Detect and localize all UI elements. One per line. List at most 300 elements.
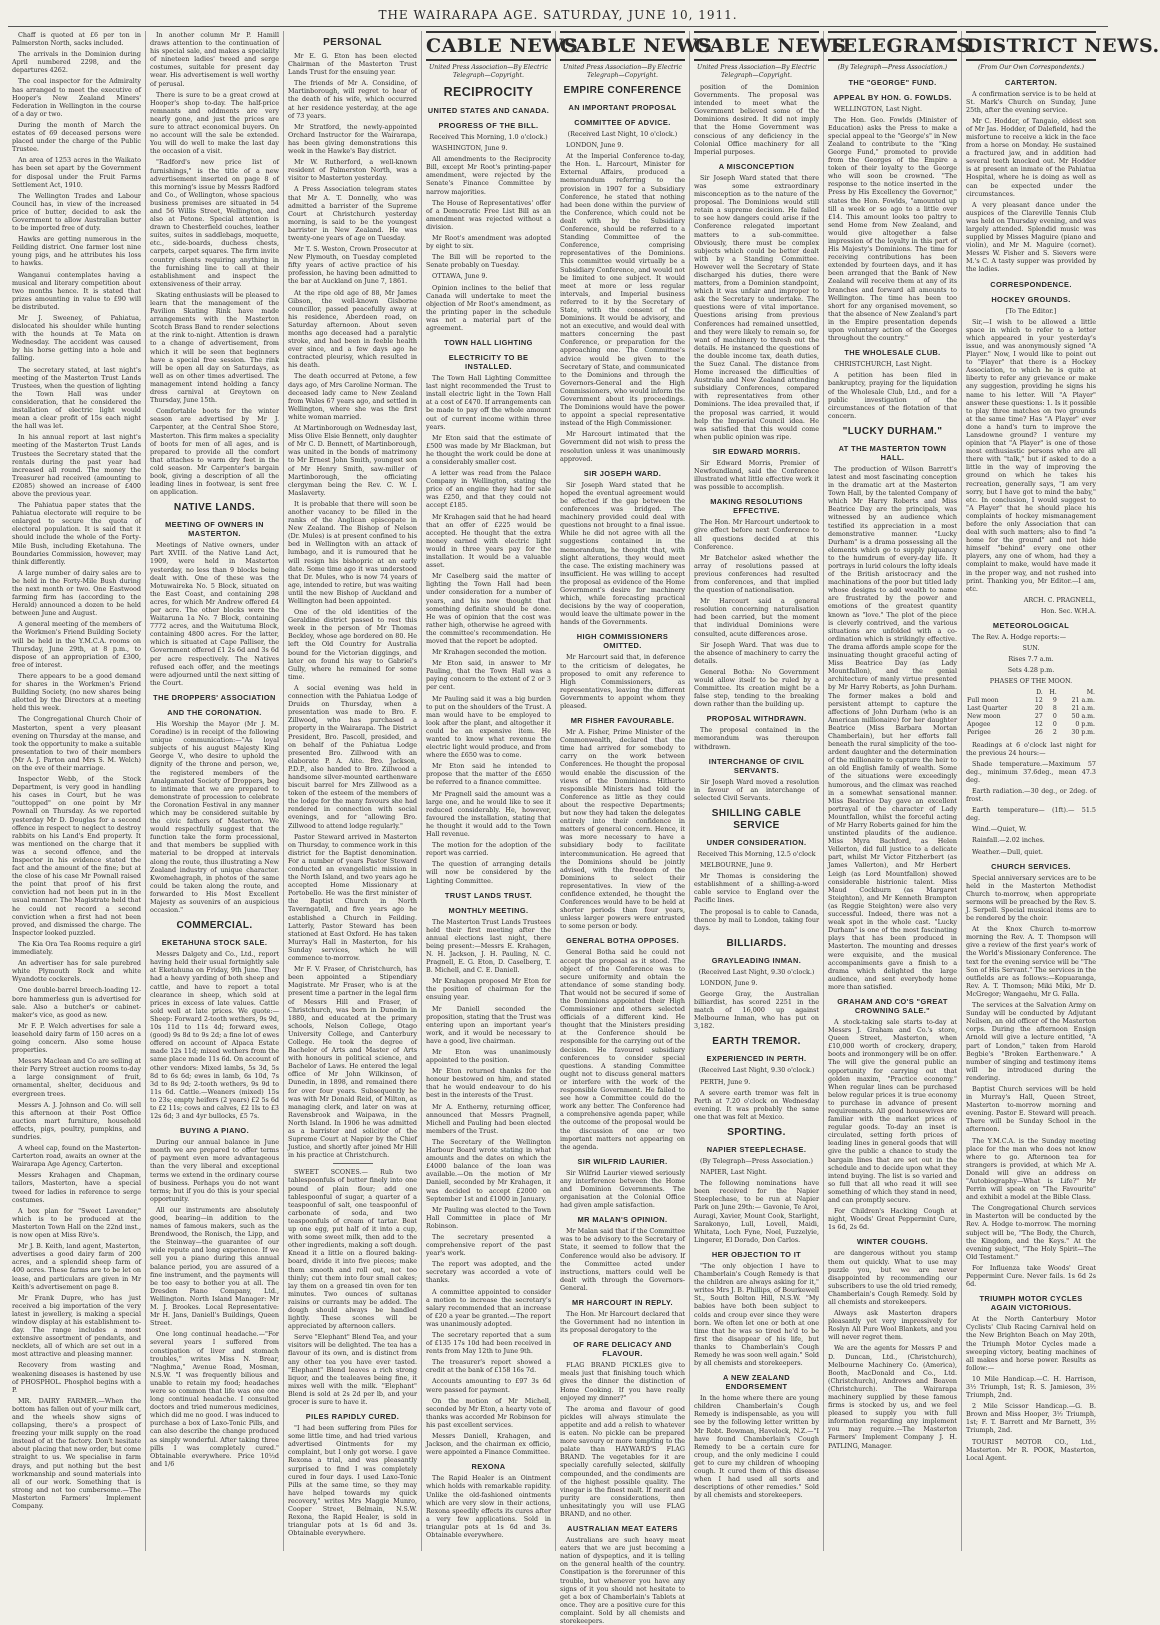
paras bbox=[150, 31, 279, 496]
paragraph: There appears to be a good demand for shares in the Workmen's Friend Building Society, (no new shares being allotted by the Directors at a meeting held this week. bbox=[12, 671, 141, 713]
paragraph: Sir,—I wish to be allowed a little space in which to refer to a letter which appeared in your yesterday's issue, and was anonymously signed "A Player." Now, I would like to point out to "Player" that there is a Hockey Association, to which he is quite at liberty to refer any grievance or make any suggestion, providing he signs his name to his letter. Will "A Player" answer these questions: 1. Is it possible to play three matches on two grounds at the same time? Has "A Player" ever done a hand's turn to improve the Lansdowne ground? I venture my opinion that "A Player" is one of those most enthusiastic persons who are all there with "talk," but if asked to do a little in the way of improving the ground on which he takes his recreation, generally says, "I am very sorry, but I have got to mind the baby," etc. In conclusion, I would suggest to "A Player" that he should place his complaints of hockey mismanagement before the only Association that can deal with such matters; also to find "a home for the ground" and not hide himself "behind" every one other players, any one of whom, had they a complaint to make, would have made it in the proper way, and not rushed into print. Thanking you, Mr Editor.—I am, etc. bbox=[966, 317, 1096, 593]
paragraph: Messrs Krahagen and Chapman, tailors, Masterton, have a special tweed for ladies in reference to serge costumes. bbox=[12, 1171, 141, 1204]
paragraph: The Hon. Mr Harcourt declared that the Government had no intention in its proposal derogatory to the bbox=[560, 1310, 685, 1335]
heading-reciprocity: RECIPROCITY bbox=[443, 85, 534, 99]
column-cable-news-1 bbox=[422, 31, 579, 1551]
heading-george-fund: THE "GEORGE" FUND. bbox=[848, 77, 937, 87]
paragraph: The treasurer's report showed a credit at the bank of £158 16s 7d. bbox=[426, 1358, 551, 1375]
heading-piano: BUYING A PIANO. bbox=[179, 1126, 250, 1136]
table-cell: 9 bbox=[1052, 696, 1057, 704]
heading-objection: HER OBJECTION TO IT bbox=[711, 1249, 802, 1259]
section-credit: United Press Association—By Electric Telegraph—Copyright. bbox=[429, 64, 548, 79]
paragraph: Messrs Daniell, Krahagen, and Jackson, and the chairman ex officio, were appointed a Finance Committee. bbox=[426, 1432, 551, 1457]
table-header-cell: M. bbox=[1086, 688, 1095, 696]
heading-fisher: MR FISHER FAVOURABLE. bbox=[570, 716, 675, 726]
table-cell: 8 bbox=[1052, 704, 1057, 712]
paragraph: Readings at 6 o'clock last night for the previous 24 hours:— bbox=[966, 740, 1096, 757]
heading-empire-conference: EMPIRE CONFERENCE bbox=[563, 85, 682, 96]
paragraph: We are the agents for Messrs P and D. Duncan, Ltd., (Christchurch), Melbourne Machinery Co. (America), Booth, MacDonald and Co., Ltd. (Christchurch), Andrews and Beaven (Christchurch). The Wairarapa machinery supplied by these famous firms is stocked by us, and we feel pleased to supply you with full information regarding any implement you may require.—The Masterton Farmers' Implement Company J. H. PATLING, Manager. bbox=[828, 1344, 957, 1450]
paragraph: Mr Harcourt said that, in deference to the criticism of delegates, he proposed to omit any reference to High Commissioners, as representatives, leaving the different Governments to appoint whom they pleased. bbox=[560, 653, 685, 710]
masthead bbox=[8, 4, 1108, 27]
paragraph: Mr A. Fisher, Prime Minister of the Commonwealth, declared that the time had arrived for somebody to carry on the work between Conferences. He thought the proposal would enable the discussion of the views of the Dominions. Hitherto responsible Ministers had told the Conference as little as they could about the respective Departments; but now they had taken the delegates entirely into their confidence in matters of general concern. Hence, it was more necessary to have a subsidiary body to facilitate intercommunication. He agreed that the Dominions should be jointly advised, with the freedom of the Dominions to select their representatives. In view of the confidence extended, he thought the Conferences would have to be held at shorter periods than four years, unless larger powers were entrusted to some person or body. bbox=[560, 728, 685, 931]
paragraph: Mr Eton returned thanks for the honour bestowed on him, and stated that he would endeavour to do his best in the interests of the Trust. bbox=[426, 1067, 551, 1100]
paragraph: The Town Hall Lighting Committee last night recommended the Trust to install electric light in the Town Hall at a cost of £470. If arrangements can be made to pay off the whole amount out of current income within three years. bbox=[426, 374, 551, 431]
section-title: CABLE NEWS bbox=[560, 31, 685, 61]
paragraph: The Masterton Trust Lands Trustees held their first meeting after the annual elections last night, there being present:—Messrs E. Krahagen, N. H. Jackson, J. H. Pauling, N. C. Pragnell, E. G. Eton, D. Caselberg, T. B. Michell, and C. E. Daniell. bbox=[426, 917, 551, 975]
section-credit: (From Our Own Correspondents.) bbox=[977, 64, 1085, 71]
received-line: (Received Last Night, 10 o'clock.) bbox=[567, 130, 678, 138]
subheading: AN IMPORTANT PROPOSAL bbox=[568, 103, 677, 112]
paragraph: Mr Malan said that if the Committee was to be advisory to the Secretary of State, it seemed to follow that the Conference would also be advisory. If the Committee acted under instructions, matters could well be dealt with through the Governors-General. bbox=[560, 1227, 685, 1292]
table-cell: 21 a.m. bbox=[1071, 704, 1095, 712]
table-cell: 2 bbox=[1052, 728, 1057, 736]
paras bbox=[560, 948, 685, 1150]
paragraph: Sir Joseph Ward stated that he hoped the eventual agreement would be effected if the gap between the conferences was bridged. The machinery provided could deal with questions not brought to a final issue. While he did not agree with all the suggestions contained in the memorandum, he thought that, with slight alterations, they would meet the case. The existing machinery was insufficient. He was willing to accept the proposal as evidence of the Home Government's desire for machinery which, while forecasting practical decisions by the way of cooperation, would leave the ultimate power in the hands of the Governments. bbox=[560, 480, 685, 627]
paragraph: are dangerous without you stamp them out quickly. What to use may puzzle you, but we are never disappointed by recommending our subscribers to use the old tried remedy, Chamberlain's Cough Remedy. Sold by all chemists and storekeepers. bbox=[828, 1249, 957, 1306]
column-cable-news-3 bbox=[690, 31, 847, 1551]
paras bbox=[966, 90, 1096, 274]
table-row bbox=[966, 713, 1096, 721]
heading-commercial: COMMERCIAL. bbox=[176, 920, 253, 932]
paragraph: Mr Eton said, in answer to Mr Pauling, that the Town Hall was a paying concern to the extent of 2 or 3 per cent. bbox=[426, 659, 551, 692]
paragraph: At the Imperial Conference to-day, the Hon. L. Harcourt, Minister for External Affairs, produced a memorandum referring to the provision in 1907 for a Subsidiary Conference, he stated that nothing had been done within the purview of the Conference, which could not be dealt with by the Subsidiary Conference, should be referred to a Standing Committee of the Conference, comprising representatives of the Dominions. This committee would virtually be a Subsidiary Conference, and would not be limited to one subject. It would meet at more or less regular intervals, and Imperial business referred to it by the Secretary of State, with the consent of the Dominions. It would be advisory, and not an executive, and would deal with matters concerning the past Conference, or preparation for the approaching one. The Committee's advice would be given to the Secretary of State, and communicated to the Dominions and through the Governors-General and the High Commissioners, who would inform the Government about its proceedings. The Dominions would have the power to appoint a special representative instead of the High Commissioner. bbox=[560, 152, 685, 428]
table-cell: Perigee bbox=[967, 728, 991, 736]
paragraph: A large number of dairy sales are to be held in the Forty-Mile Bush during the next month or two. One Eastwood farming firm has (according to the Herald) announced a dozen to be held between June and August. bbox=[12, 568, 141, 618]
paragraph: Mr Pragnell said the amount was a large one, and he would like to see it reduced considerably. He, however, favoured the installation, stating that he thought it would add to the Town Hall revenue. bbox=[426, 789, 551, 839]
paragraph: Hawks are getting numerous in the Feilding district. One farmer lost nine young pigs, and he attributes his loss to hawks. bbox=[12, 235, 141, 268]
paragraph: Earth temperature— (1ft).— 51.5 deg. bbox=[966, 806, 1096, 823]
paras bbox=[694, 778, 819, 802]
heading-delicacy: OF RARE DELICACY AND FLAVOUR. bbox=[573, 1340, 672, 1359]
heading-withdrawn: PROPOSAL WITHDRAWN. bbox=[706, 714, 807, 724]
paragraph: CHRISTCHURCH, Last Night. bbox=[834, 360, 933, 369]
paragraph: Opinion inclines to the belief that Canada will undertake to meet the objection of Mr Root's amendment, as the printing paper in the schedule was not a material part of the agreement. bbox=[426, 283, 551, 332]
paragraph: Mr T. S. Weston, Crown Prosecutor at New Plymouth, on Tuesday completed fifty years of active practice of his profession, he having been admitted to the bar at Auckland on June 7, 1861. bbox=[288, 245, 417, 286]
paras bbox=[694, 174, 819, 441]
paragraph: In his annual report at last night's meeting of the Masterton Trust Lands Trustees the Secretary stated that the rentals during the past year had increased all round. The money the Treasurer had received (amounting to £2085) showed an increase of £400 above the previous year. bbox=[12, 433, 141, 498]
paragraph: Mr Eton was unanimously appointed to the position. bbox=[426, 1048, 551, 1065]
paragraph: Mr Stratford, the newly-appointed Orchard Instructor for the Wairarapa, has been giving demonstrations this week in the Hawke's Bay district. bbox=[288, 122, 417, 156]
column-local-news bbox=[8, 31, 146, 1551]
divider bbox=[333, 1163, 373, 1164]
heading-trust-lands: TRUST LANDS TRUST. bbox=[444, 890, 533, 900]
paras bbox=[694, 518, 819, 708]
subheading: APPEAL BY HON. G. FOWLDS. bbox=[833, 92, 952, 102]
heading-hockey: HOCKEY GROUNDS. bbox=[991, 294, 1071, 304]
paragraph: The Pahiatua paper states that the Pahiatua electorate will require to be enlarged to secure the quota of electoral population. It is said that it should include the whole of the Forty-Mile Bush, including Eketahuna. The Boundaries Commission, however, may think differently. bbox=[12, 501, 141, 566]
paras bbox=[694, 1168, 819, 1244]
heading-winter-coughs: WINTER COUGHS. bbox=[856, 1237, 929, 1247]
signature-name: ARCH. C. PRAGNELL, bbox=[1023, 595, 1096, 604]
paragraph: One of the old identities of the Geraldine district passed to rest this week in the person of Mr Thomas Beckley, whose age bordered on 80. He left the Old Country for Australia bound for the Victorian diggings, and later on found his way to Gabriel's Gully, where he remained for some time. bbox=[288, 608, 417, 681]
paragraph: Mr F. V. Fraser, of Christchurch, has been appointed a Stipendiary Magistrate. Mr Fraser, who is at the present time a partner in the legal firm of Messrs Hill and Fraser, of Christchurch, was born in Dunedin in 1880, and educated at the primary schools, Nelson College, Otago University College, and Canterbury College. He took the degree of Bachelor of Arts and Master of Arts with honours in political science, and Bachelor of Laws. He entered the legal office of Mr John Wilkinson, of Dunedin, in 1898, and remained there for over four years. Subsequently he was with Mr Donald Reid, of Milton, as managing clerk, and later on was at Ravensbrook and Waipawa, in the North Island. In 1906 he was admitted as a barrister and solicitor of the Supreme Court at Napier by the Chief Justice, and shortly after joined Mr Hill in his practice at Christchurch. bbox=[288, 965, 417, 1160]
paras bbox=[150, 1138, 279, 1468]
paragraph: LONDON, June 9. bbox=[566, 141, 624, 150]
paragraph: Special anniversary services are to be held in the Masterton Methodist Church to-morrow, when appropriate sermons will be preached by the Rev. S. J. Serpell. Special musical items are to be rendered by the choir. bbox=[966, 873, 1096, 923]
paragraph: Sir Joseph Ward. That was due to the absence of machinery to carry the details. bbox=[694, 640, 819, 665]
subheading: AT THE MASTERTON TOWN HALL. bbox=[838, 443, 947, 462]
paragraph: On the motion of Mr Michell, seconded by Mr Eton, a hearty vote of thanks was accorded Mr Robinson for his past excellent services. bbox=[426, 1396, 551, 1429]
paragraph: Sir Joseph Ward moved a resolution in favour of an interchange of selected Civil Servants. bbox=[694, 777, 819, 802]
subheading: COMMITTEE OF ADVICE. bbox=[574, 118, 671, 127]
section-title: CABLE NEWS bbox=[426, 31, 551, 61]
paragraph: Messrs Maclean and Co are selling at their Perry Street auction rooms to-day a large consignment of fruit, ornamental, shelter, deciduous and evergreen trees. bbox=[12, 1057, 141, 1098]
paragraph: Mr A. Entherny, returning officer, announced that Messrs Pragnell, Michell and Pauling had been elected members of the Trust. bbox=[426, 1102, 551, 1135]
paras bbox=[426, 374, 551, 885]
paragraph: Mr Krahagen seconded the motion. bbox=[432, 648, 547, 657]
table-row bbox=[966, 729, 1096, 737]
heading-sporting: SPORTING. bbox=[727, 1127, 786, 1138]
paragraph: Mr Caselberg said the matter of lighting the Town Hall had been under consideration for a number of years, and his now thought that something definite should be done. He was of opinion that the cost was rather high, otherwise he agreed with the committee's recommendation. He moved that the report be adopted. bbox=[426, 572, 551, 645]
paragraph: A confirmation service is to be held at St. Mark's Church on Sunday, June 25th, after the evening service. bbox=[966, 89, 1096, 114]
paragraph: Mr Pauling was elected to the Town Hall Committee in place of Mr Robinson. bbox=[426, 1205, 551, 1230]
paragraph: The Rev. A. Hodge reports:— bbox=[972, 633, 1067, 642]
paras bbox=[560, 1227, 685, 1292]
paragraph: "The only objection I have to Chamberlain's Cough Remedy is that the children are always asking for it," writes Mrs J. B. Phillips, of Bourkewell St., South Bolton Hill, N.S.W. "My babies have both been subject to colds and croup ever since they were born. We often let one or both at one time that he was so tired he'd to be first the disappear of his life, but thanks to Chamberlain's Cough Remedy he was soon well again." Sold by all chemists and storekeepers. bbox=[694, 1261, 820, 1368]
heading-correspondence: CORRESPONDENCE. bbox=[990, 279, 1072, 289]
paragraph: The Rapid Healer is an Ointment which holds with remarkable rapidity. Unlike the old-fashioned ointments which are very slow in their actions, Rexona speedily effects its cures after a very few applications. Sold in triangular pots at 1s 6d and 3s. Obtainable everywhere. bbox=[426, 1474, 551, 1539]
paras bbox=[966, 633, 1096, 641]
paragraph: There is sure to be a great crowd at Hooper's shop to-day. The half-price remnants and oddments are very nearly gone, and just the prices are sure to attract economical buyers. On no account will the sale be extended. You will do well to make the last day the occasion of a visit. bbox=[150, 90, 279, 156]
paragraph: Chaff is quoted at £6 per ton in Palmerston North, sacks included. bbox=[12, 31, 141, 48]
paragraph: A letter was read from the Palace Company in Wellington, stating the price of an engine they had for sale was £250, and that they could not accept £185. bbox=[426, 469, 551, 510]
paragraph: Mr C. Hodder, of Tangaio, eldest son of Mr Jas. Hodder, of Dalefield, had the misfortune to receive a kick in the face from a horse on Monday. He sustained a fractured jaw, and in addition had several teeth knocked out. Mr Hodder is at present an inmate of the Pahiatua Hospital, where he is doing as well as can be expected under the circumstances. bbox=[966, 116, 1096, 198]
paragraph: Mr Root's amendment was adopted by eight to six. bbox=[426, 234, 551, 251]
paragraph: 10 Mile Handicap.—C. H. Harrison, 3½ Triumph, 1st; R. S. Jamieson, 3½ Triumph, 2nd. bbox=[966, 1374, 1096, 1400]
heading-endorsement: A NEW ZEALAND ENDORSEMENT bbox=[723, 1373, 790, 1392]
paras bbox=[694, 1394, 819, 1499]
paragraph: Mr Krahagen proposed Mr Eton for the position of chairman for the ensuing year. bbox=[426, 977, 551, 1002]
paragraph: George Gray, the Australian billiardist, has scored 2251 in the match of 16,000 up against Melbourne Inman, who has put on 3,182. bbox=[694, 989, 819, 1031]
paragraph: A committee appointed to consider a motion to increase the secretary's salary recommended that an increase of £20 a year be granted.—The report was unanimously adopted. bbox=[426, 1287, 551, 1328]
paragraph: Weather.—Dull, quiet. bbox=[972, 847, 1043, 856]
paragraph: Mr Pauling said it was a big burden to put on the shoulders of the Trust. A man would have to be employed to look after the plant, and altogether it could be an expensive item. He wanted to know what revenue the electric light would produce, and from where the £650 was to come. bbox=[426, 694, 551, 760]
received-line: (Received Last Night, 9.30 o'clock.) bbox=[698, 1066, 815, 1075]
sun-label: SUN. bbox=[1022, 644, 1040, 653]
heading-malan: MR MALAN'S OPINION. bbox=[577, 1215, 668, 1225]
paragraph: WELLINGTON, Last Night. bbox=[834, 104, 923, 113]
heading-reply: MR HARCOURT IN REPLY. bbox=[572, 1298, 673, 1307]
paragraph: Rainfall.—2.02 inches. bbox=[972, 836, 1045, 845]
paragraph: Mr Harcourt intimated that the Government did not wish to press the resolution unless it was unanimously approved. bbox=[560, 430, 685, 463]
paragraph: PERTH, June 9. bbox=[700, 1077, 751, 1086]
paragraph: Mr J. B. Keith, land agent, Masterton, advertises a good dairy farm of 200 acres, and a splendid sheep farm of 400 acres. These farms are to be let on lease, and particulars are given in Mr Keith's advertisement on page 8. bbox=[12, 1242, 141, 1291]
paragraph: Mr Eton said that the estimate of £500 was made by Mr Blackman, but he thought the work could be done at a considerably smaller cost. bbox=[426, 433, 551, 466]
paragraph: The report was adopted, and the secretary was accorded a vote of thanks. bbox=[426, 1260, 551, 1285]
paragraph: During our annual balance in June month we are prepared to offer terms of payment even more advantageous than the very liberal and exceptional terms we extend in the ordinary course of business. Perhaps you do not want terms; but if you do this is your special opportunity. bbox=[150, 1138, 279, 1203]
paragraph: The services at the Salvation Army on Sunday will be conducted by Adjutant Neilsen, an old officer of the Masterton corps. During the afternoon Ensign Arnold will give a lecture entitled, "A part of London," taken from Harold Begbie's "Broken Earthenware." A number of singing and testimony items will be introduced during the rendering. bbox=[966, 1001, 1096, 1082]
paras bbox=[12, 31, 141, 1510]
paragraph: A social evening was held in connection with the Pahiatua Lodge of Druids on Thursday, when a presentation was made to Bro. F. Zillwood, who has purchased a property in the Wairarapa. The District President, Bro. Pascoll, presided, and on behalf of the Pahiatua Lodge presented Bro. Zillwood with an elaborate P. A. Aite. Bro. Jackson, P.D.P., also handed to Bro. Zillwood a handsome silver-mounted earthenware biscuit barrel for Mrs Zillwood as a token of the esteem of the members of the lodge for the many favours she had rendered in connection with social evenings, and for "allowing Bro. Zillwood to attend lodge regularly." bbox=[288, 683, 417, 830]
table-cell: 0 bbox=[1052, 720, 1057, 728]
subheading: EXPERIENCED IN PERTH. bbox=[706, 1054, 807, 1064]
paragraph: The Kia Ora Tea Rooms require a girl immediately. bbox=[12, 939, 141, 957]
paragraph: LONDON, June 9. bbox=[700, 978, 758, 987]
paragraph: The death occurred at Petone, a few days ago, of Mrs Caroline Norman. The deceased lady came to New Zealand from Wales 67 years ago, and settled in Wellington, where she was the first white woman married. bbox=[288, 372, 417, 421]
paragraph: Sir Edward Morris, Premier of Newfoundland, said the Conference illustrated what little effective work it was possible to accomplish. bbox=[694, 458, 819, 492]
column-district-news bbox=[962, 31, 1160, 1551]
paragraph: Mr Batchelor asked whether the array of resolutions passed at previous conferences had resulted from conferences, and that implied the question of nationalisation. bbox=[694, 553, 819, 595]
table-cell: 0 bbox=[1052, 712, 1057, 720]
to-editor: [To The Editor.] bbox=[1005, 306, 1057, 315]
paragraph: Messrs Dalgety and Co., Ltd., report having held their usual fortnightly sale at Eketahuna on Friday, 9th June. They had a heavy yarding of both sheep and cattle, and have to report a total clearance in sheep, which sold at prices in excess of late values. Cattle sold well at late prices. We quote:—Sheep: Forward 2-tooth wethers, 9s 9d, 10s 11d to 11s 4d; forward ewes, (good) 9s 8d to 9s 2d; a fine lot of ewes offered on account of Alpaca Estate made 12s 11d; mixed wethers from the same place made 11s 6d. On account of other vendors: Mixed lambs, 5s 3d, 5s 8d to 6s 6d; ewes in lamb, 6s 10d, 7s 3d to 8s 9d; 2-tooth wethers, 9s 9d to 11s 6d. Cattle.—Weaners (mixed) 15s to 23s; empty heifers (2 years) £2 5s 6d to £2 11s; cows and calves, £2 1ls to £3 12s 6d; 3 and 4yr bullocks, £5 7s. bbox=[150, 950, 279, 1121]
paras bbox=[288, 1168, 417, 1406]
paras bbox=[560, 1536, 685, 1625]
heading-carterton: CARTERTON. bbox=[1004, 77, 1058, 87]
paragraph: NAPIER, Last Night. bbox=[700, 1168, 767, 1177]
section-title: TELEGRAMS. bbox=[828, 31, 957, 61]
table-cell: 21 a.m. bbox=[1071, 696, 1095, 704]
heading-high-commissioners: HIGH COMMISSIONERS OMITTED. bbox=[576, 632, 669, 651]
section-credit: United Press Association—By Electric Telegraph—Copyright. bbox=[563, 64, 682, 79]
paragraph: A Press Association telegram states that Mr A. T. Donnelly, who was admitted a barrister of the Supreme Court at Christchurch yesterday morning, is said to be the youngest barrister in New Zealand. He was twenty-one years of age on Tuesday. bbox=[288, 185, 417, 242]
paragraph: It is probable that there will soon be another vacancy to be filled in the ranks of the Anglican episcopate in New Zealand. The Bishop of Nelson (Dr. Mules) is at present confined to his bed in Wellington with an attack of lumbago, and it is rumoured that he will resign his bishopric at an early date. Some time ago it was understood that Dr. Mules, who is now 74 years of age, intended to retire, but was waiting until the new Bishop of Auckland and Wellington had been appointed. bbox=[288, 499, 417, 605]
paras bbox=[560, 481, 685, 627]
paras bbox=[426, 1474, 551, 1539]
subheading: MEETING OF OWNERS IN MASTERTON. bbox=[165, 520, 264, 539]
paras bbox=[828, 105, 957, 343]
heading-earth-tremor: EARTH TREMOR. bbox=[712, 1036, 801, 1048]
paragraph: For Influenza take Woods' Great Peppermint Cure. Never fails. 1s 6d 2s 6d. bbox=[966, 1263, 1096, 1289]
paras bbox=[828, 465, 957, 991]
paragraph: Shade temperature.—Maximum 57 deg., minimum 37.6deg., mean 47.3 deg. bbox=[966, 759, 1096, 784]
paras bbox=[560, 728, 685, 930]
paragraph: The arrivals in the Dominion during April numbered 2298, and the departures 4262. bbox=[12, 50, 141, 75]
paras bbox=[288, 52, 417, 1159]
paragraph: Australians are such heavy meat eaters that we are just becoming a nation of dyspeptics, and it is telling on the general health of the country. Constipation is the forerunner of this trouble, but whenever you have any signs of it you should not hesitate to get a box of Chamberlain's Tablets at once. They are a positive cure for this complaint. Sold by all chemists and storekeepers. bbox=[560, 1536, 685, 1625]
heading-wholesale-club: THE WHOLESALE CLUB. bbox=[844, 348, 941, 358]
heading-church-services: CHURCH SERVICES. bbox=[991, 861, 1071, 871]
paras bbox=[150, 720, 279, 914]
column-telegrams bbox=[824, 31, 977, 1551]
paragraph: The proposal is to cable to Canada, thence by mail to London, taking four days. bbox=[694, 907, 819, 932]
heading-personal: PERSONAL bbox=[323, 37, 382, 48]
paras bbox=[560, 653, 685, 710]
heading-rexona: REXONA bbox=[471, 1462, 506, 1472]
paras bbox=[828, 1249, 957, 1449]
paras bbox=[828, 1018, 957, 1231]
paragraph: The friends of Mr A. Considine, of Martinborough, will regret to hear of the death of his wife, which occurred at her residence yesterday, at the age of 73 years. bbox=[288, 79, 417, 120]
paragraph: Wanganui contemplates having a musical and literary competition about two months hence. It is stated that prizes amounting in value to £90 will be distributed. bbox=[12, 270, 141, 311]
heading-misconception: A MISCONCEPTION bbox=[718, 161, 795, 171]
paras bbox=[694, 861, 819, 932]
table-cell: 26 bbox=[1034, 728, 1043, 736]
paragraph: At the Knox Church to-morrow morning the Rev. A. T. Thompson will give a review of the first year's work of the World's Missionary Conference. The text for the evening service will be "The Son of His Servant." The services in the outfields are as follows:—Kopuaranga, Rev. A. T. Thomson; Miki Miki, Mr D. McGregor; Wangaehu, Mr G. Falla. bbox=[966, 925, 1096, 998]
paragraph: Mr F. P. Welch advertises for sale a leasehold dairy farm of 150 acres on a going concern. Also some house properties. bbox=[12, 1021, 141, 1055]
paragraph: Mr Frank Dupre, who has just received a big importation of the very latest in jewellery, is making a special window display at his establishment to-day. The range includes a most extensive assortment of pendants, and necklets, all of which are set out in a most attractive and pleasing manner. bbox=[12, 1293, 141, 1359]
paras bbox=[828, 360, 957, 420]
paragraph: MR. DAIRY FARMER.—When the bottom has fallen out of your milk cart, and the wheels show signs of collapsing, there's a prospect of freezing your milk supply on the road instead of at the factory. Don't hesitate about placing that new order, but come straight to us. We specialise in farm drays, and put nothing but the best workmanship and sound materials into all of our work. Something that is strong and not too cumbersome.—The Masterton Farmers' Implement Company. bbox=[12, 1396, 141, 1511]
sun-rises: Rises 7.7 a.m. bbox=[1008, 655, 1054, 664]
column-personal bbox=[284, 31, 422, 1551]
paragraph: General Botha said he could not accept the proposal as it stood. The object of the Conference was to secure uniformity and obtain the attendance of some standing body. That would not be secured if some of the Dominions appointed their High Commissioner and others selected officials of a different kind. He thought that the Ministers presiding at the Conference should be responsible for the carrying out of the decision. He favoured subsidiary conferences to consider special questions. A standing Committee ought not to discuss general matters or interfere with the work of the responsible Government. He failed to see how a Committee could do the work any better. The Conference had a comprehensive agenda paper, while the outcome of the proposal would be the discussion of one or two important matters not appearing on the agenda. bbox=[560, 948, 685, 1151]
paragraph: The question of arranging details will now be considered by the Lighting Committee. bbox=[426, 860, 551, 885]
paras bbox=[426, 144, 551, 332]
heading-lucky-durham: "LUCKY DURHAM." bbox=[842, 425, 943, 437]
paras bbox=[694, 83, 819, 156]
subheading: UNITED STATES AND CANADA. bbox=[427, 106, 550, 115]
section-credit: United Press Association—By Electric Telegraph—Copyright. bbox=[697, 64, 816, 79]
paras bbox=[150, 541, 279, 687]
table-row bbox=[966, 697, 1096, 705]
heading-botha: GENERAL BOTHA OPPOSES. bbox=[565, 936, 680, 946]
table-cell: 12 bbox=[1034, 720, 1043, 728]
paragraph: Comfortable boots for the winter season are advertised by Mr J. Carpenter, at the Central Shoe Store, Masterton. This firm makes a speciality of boots for men of all ages, and is prepared to provide all the comfort that attaches to warm dry feet in the cold season. Mr Carpenter's bargain book, giving a description of all the leading lines in footwear, is sent free on application. bbox=[150, 407, 279, 497]
paras bbox=[288, 1424, 417, 1537]
received-line: (Received Last Night, 9.30 o'clock.) bbox=[698, 967, 815, 976]
paragraph: At Martinborough on Wednesday last, Miss Olive Elsie Bennett, only daughter of Mr C. D. Bennett, of Martinborough, was united in the bonds of matrimony to Mr Ernest John Smith, youngest son of Mr Henry Smith, saw-miller of Martinborough, the officiating clergyman being the Rev. C. W. I. Maslaverty. bbox=[288, 424, 417, 497]
paragraph: For Children's Hacking Cough at night, Woods' Great Peppermint Cure, 1s 6d, 2s 6d. bbox=[828, 1207, 957, 1232]
heading-piles: PILES RAPIDLY CURED. bbox=[305, 1412, 400, 1422]
heading-interchange: INTERCHANGE OF CIVIL SERVANTS. bbox=[708, 756, 805, 775]
paras bbox=[966, 318, 1096, 593]
paragraph: A very pleasant dance under the auspices of the Clareville Tennis Club was held on Thursday evening, and was largely attended. Splendid music was supplied by Misses Maguire (piano and violin), and Mr M. Maguire (cornet). Messrs W. Fisher and S. Sievers were M.'s C. A tasty supper was provided by the ladies. bbox=[966, 200, 1096, 274]
heading-town-hall: TOWN HALL LIGHTING bbox=[444, 338, 533, 348]
paragraph: Baptist Church services will be held in Murray's Hall, Queen Street, Masterton to-morrow morning and evening. Pastor E. Steward will preach. There will be Sunday School in the afternoon. bbox=[966, 1084, 1096, 1134]
paras bbox=[966, 1315, 1096, 1462]
subheading: GRAYLEADING INMAN. bbox=[711, 955, 802, 965]
paras bbox=[694, 459, 819, 491]
paragraph: Mr W. Rutherford, a well-known resident of Palmerston North, was a visitor to Masterton yesterday. bbox=[288, 158, 417, 183]
paragraph: The motion for the adoption of the report was carried. bbox=[426, 841, 551, 858]
paragraph: TOURIST MOTOR CO., Ltd., Masterton. Mr R. POOK, Masterton, Local Agent. bbox=[966, 1437, 1096, 1462]
sun-sets: Sets 4.28 p.m. bbox=[1007, 666, 1055, 675]
table-header-cell: D. bbox=[1036, 688, 1043, 696]
paragraph: WASHINGTON, June 9. bbox=[432, 144, 508, 153]
paragraph: A stock-taking sale starts to-day at Messrs J. Graham and Co.'s store, Queen Street, Masterton, when £10,000 worth of crockery, drapery, boots and ironmongery will be on offer. The will give the general public an opportunity for carrying out that golden maxim, "Practice economy." When regular lines can be purchased below regular prices it is true economy to purchase in advance of present requirements. All good housewives are familiar with the market prices of regular goods. To-day an inset is circulated, setting forth prices of leading lines in general goods that will give the public a chance to study the bargain lines that are set out in the schedule and to decide upon what they intend buying. The list is so varied and so full that all who read it will see something of which they stand in need, and can promptly secure. bbox=[828, 1017, 957, 1205]
table-row bbox=[966, 721, 1096, 729]
paragraph: Mr Thomas is considering the establishment of a shilling-a-word cable service to England over the Pacific lines. bbox=[694, 872, 819, 905]
heading-droppers: THE DROPPERS' ASSOCIATION bbox=[153, 692, 276, 702]
paragraph: SWEET SCONES.— Rub two tablespoonfuls of butter finely into one pound of plain flour; add one tablespoonful of sugar, a quarter of a teaspoonful of salt, one teaspoonful of carbonate of soda, and two teaspoonfuls of cream of tartar. Beat up one egg, put half of it into a cup, with some sweet milk, then add to the other ingredients, making a soft dough. Knead it a little on a floured baking-board, divide it into five pieces; make them smooth and roll out, not too thinly; cut them into four small cakes; lay them on a greased tin oven for ten minutes. Two ounces of sultanas raisins or currants may be added. The dough should always be handled lightly. These scones will be appreciated by afternoon callers. bbox=[288, 1168, 417, 1331]
paragraph: The Secretary of the Wellington Harbour Board wrote stating in what amounts and the dates on which the £4000 balance of the loan was available.—On the motion of Mr Daniell, seconded by Mr Krahagen, it was decided to accept £2000 on September 1st and £1000 in January. bbox=[426, 1137, 551, 1203]
table-header-row bbox=[966, 689, 1096, 697]
subheading: UNDER CONSIDERATION. bbox=[706, 837, 807, 847]
table-header-cell bbox=[966, 689, 1029, 697]
subheading: AND THE CORONATION. bbox=[167, 707, 262, 717]
heading-graham-sale: GRAHAM AND CO'S "GREAT CROWNING SALE." bbox=[837, 996, 948, 1015]
table-cell: Apogee bbox=[967, 720, 991, 728]
subheading: ELECTRICITY TO BE INSTALLED. bbox=[448, 353, 529, 372]
paragraph: Mr Eton said he intended to propose that the matter of the £650 be referred to a finance committee. bbox=[426, 762, 551, 787]
heading-ward: SIR JOSEPH WARD. bbox=[583, 468, 662, 478]
paragraph: "Radford's new price list of furnishings," is the title of a new advertisement inserted on page 8 of this morning's issue by Messrs Radford and Co., of Wellington, whose spacious business premises are situated in 54 and 56 Willis Street, Wellington, and also at Petone. Special attention is drawn to Chesterfield couches, leather suites, suites in saddlebags, moquette, etc., side-boards, duchess chests, carpets, carpet squares. The firm invite country clients requiring anything in the furnishing line to call at their establishment and inspect the extensiveness of their array. bbox=[150, 158, 279, 288]
paragraph: The coal inspector for the Admiralty has arranged to meet the executive of Hooper's New Zealand Miners' Federation in Wellington in the course of a day or two. bbox=[12, 77, 141, 118]
subheading: NAPIER STEEPLECHASE. bbox=[706, 1145, 807, 1154]
paragraph: All amendments to the Reciprocity Bill, except Mr Root's printing-paper amendment, were rejected by the Senate's Finance Committee by narrow majorities. bbox=[426, 155, 551, 196]
received-line: Received This Morning, 12.5 o'clock bbox=[697, 849, 816, 858]
heading-meat-eaters: AUSTRALIAN MEAT EATERS bbox=[567, 1524, 678, 1534]
section-credit: (By Telegraph—Press Association.) bbox=[837, 64, 948, 71]
paragraph: Always ask Masterton drapers pleasantly yet very impressively for Roslyn All Pure Wool Blankets, and you will never regret them. bbox=[828, 1309, 957, 1342]
moon-phases-label: PHASES OF THE MOON. bbox=[989, 677, 1073, 686]
paragraph: Mr Harcourt said a general resolution concerning naturalisation had been carried, but the moment that individual Dominions were consulted, acute differences arose. bbox=[694, 597, 819, 638]
paras bbox=[560, 1310, 685, 1334]
paragraph: Mr E. G. Eton has been elected Chairman of the Masterton Trust Lands Trust for the ensuing year. bbox=[288, 52, 417, 77]
paragraph: The Congregational Church Choir of Masterton, spent a very pleasant evening on Thursday at the manse, and took the opportunity to make a suitable presentation to two of their members (Mr A. J. Parton and Mrs S. M. Welch) on the eve of their marriage. bbox=[12, 715, 141, 772]
paragraph: The following nominations have been received for the Napier Steeplechase, to be run at Napier Park on June 29th:— Gavonie, Te Aroi, Auragi, Xavier, Mount Cook, Starlight, Sarakonyo, Lull, Lovell, Maidi, Whitata, Loch Fyne, Noel, Fuzzelyie, Lingerer, El Dorado, Don Carlos. bbox=[694, 1179, 819, 1244]
paragraph: Mr Daniell seconded the proposition, stating that the Trust was entering upon an important year's work, and it would be necessary to have a good, live chairman. bbox=[426, 1004, 551, 1045]
paragraph: All our instruments are absolutely good, bearing—in addition to the names of famous makers, such as the Brendwood, the Ronisch, the Lipp, and the Steinway—the guarantee of our wide repute and long experience. If we sell you a piano during this annual balance period, you are assured of a fine instrument, and the payments will be too easy to bother you at all. The Dresden Piano Company, Ltd., Wellington. North Island Manager: Mr M. J. Brookes. Local Representative: Mr H. Jans, Daniell's Buildings, Queen Street. bbox=[150, 1205, 279, 1328]
heading-making-resolutions: MAKING RESOLUTIONS EFFECTIVE. bbox=[710, 497, 803, 516]
paragraph: The Congregational Church services in Masterton will be conducted by the Rev. A. Hodge to-morrow. The morning subject will be, "The Body, the Church, the Kingdom, and the Keys." At the evening subject, "The Holy Spirit—The Old Testament." bbox=[966, 1204, 1096, 1261]
paragraph: An area of 1253 acres in the Waikato has been set apart by the Government for disposal under the Fruit Farms Settlement Act, 1910. bbox=[12, 156, 141, 189]
subheading: PROGRESS OF THE BILL. bbox=[438, 121, 539, 130]
paragraph: The Hon. Mr Harcourt undertook to give effect before next Conference to all questions decided at this Conference. bbox=[694, 518, 819, 551]
received-line: Received This Morning, 1.0 o'clock.) bbox=[429, 133, 548, 141]
paragraph: At the North Canterbury Motor Cyclists' Club Racing Carnival held on the New Brighton Beach on May 20th, the Triumph Motor Cycles made a sweeping victory, beating machines of all makes and horse power. Results as follow:— bbox=[966, 1315, 1096, 1372]
paragraph: Serve "Elephant" Blend Tea, and your visitors will be delighted. The tea has a flavour of its own, and is distinct from any other tea you have ever tasted. "Elephant" Blend leaves a rich strong liquor, and the tealeaves being fine, it mixes well with the milk. "Elephant" Blend is sold at 2s 2d per lb, and your grocer is sure to have it. bbox=[288, 1333, 417, 1406]
paragraph: Wind.—Quiet, W. bbox=[972, 825, 1027, 834]
paragraph: Pastor Steward arrived in Masterton on Thursday, to commence work in this district for the Baptist denomination. For a number of years Pastor Steward conducted an evangelistic mission in the North Island, and two years ago he accepted Home Missionary at Portobello. He was the first minister of the Baptist Church in North Taverngatell, and five years ago he established a Church in Feilding. Latterly, Pastor Steward has been stationed at East Oxford. He has taken Murray's Hall in Masterton, for his Sunday services, which he will commence to-morrow. bbox=[288, 832, 417, 963]
table-header-cell: H. bbox=[1049, 688, 1057, 696]
paras bbox=[560, 1361, 685, 1518]
subheading: MONTHLY MEETING. bbox=[448, 905, 529, 915]
paragraph: In another column Mr P. Hamill draws attention to the continuation of his special sale, and makes a speciality of nineteen ladies' tweed and serge costumes, suitable for present day wear. His advertisement is well worthy of perusal. bbox=[150, 31, 279, 88]
paragraph: Mr J. Sweeney, of Pahiatua, dislocated his shoulder while hunting with the hounds at Te Mata on Wednesday. The accident was caused by his horse getting into a hole and falling. bbox=[12, 314, 141, 363]
paragraph: At the ripe old age of 88, Mr James Gibson, the well-known Gisborne councillor, passed peacefully away at his residence, Aberdeen road, on Saturday afternoon. About seven months ago deceased had a paralytic stroke, and had been in feeble health ever since, and a few days ago he contracted pleurisy, which resulted in his death. bbox=[288, 288, 417, 370]
paragraph: The proposal contained in the memorandum was thereupon withdrawn. bbox=[694, 726, 819, 751]
table-cell: Full moon bbox=[967, 696, 999, 704]
moon-phases-table bbox=[966, 689, 1096, 737]
section-title: CABLE NEWS bbox=[694, 31, 819, 61]
paragraph: The aroma and flavour of good pickles will always stimulate the appetite and add a relish to whatever is eaten. No pickle can be prepared more savoury or more tempting to the palate than HAYWARD'S FLAG BRAND. The vegetables for it are specially carefully selected, skilfully compounded, and the condiments are of the highest possible quality. The vinegar is the finest malt. If merit and purity are considerations, then unhesitatingly you will use FLAG BRAND, and no other. bbox=[560, 1404, 685, 1518]
paras bbox=[694, 1078, 819, 1121]
paragraph: The Wellington Trades and Labour Council has, in view of the increased price of butter, decided to ask the Government to allow Australian butter to be imported free of duty. bbox=[12, 191, 141, 233]
paragraph: The House of Representatives' offer of a Democratic Free List Bill as an amendment was rejected without a division. bbox=[426, 198, 551, 231]
paragraph: An advertiser has for sale purebred white Plymouth Rock and white Wyandotte cockerels. bbox=[12, 959, 141, 984]
signature-title: Hon. Sec. W.H.A. bbox=[1040, 606, 1096, 615]
column-cable-news-2 bbox=[556, 31, 713, 1625]
paragraph: FLAG BRAND PICKLES give to meals just that finishing touch which gives the dinner the distinction of Home Cooking. If you have really enjoyed my dinner?" bbox=[560, 1361, 685, 1402]
section-title: DISTRICT NEWS. bbox=[966, 31, 1096, 61]
table-cell: Last Quarter bbox=[967, 704, 1008, 712]
paragraph: "I had been suffering from Piles for some little time, and had tried various advertised Ointments for my complaint, but I only got worse. I gave Rexona a trial, and was pleasantly surprised to find I was completely cured in four days. I used Laxo-Tonic Pills at the same time, so they may have helped towards my quick recovery," writes Mrs Maggie Munro, Cooper Street, Belmain, N.S.W. Rexona, the Rapid Healer, is sold in triangular pots at 1s 6d and 3s. Obtainable everywhere. bbox=[288, 1424, 417, 1538]
paras bbox=[966, 741, 1096, 856]
table-cell: 50 a.m. bbox=[1071, 712, 1095, 720]
table-cell: 20 bbox=[1034, 704, 1043, 712]
heading-native-lands: NATIVE LANDS. bbox=[173, 502, 256, 514]
paras bbox=[966, 874, 1096, 1289]
paras bbox=[694, 1262, 819, 1367]
paragraph: Earth radiation.—30 deg., or 2deg. of frost. bbox=[966, 786, 1096, 804]
table-row bbox=[966, 705, 1096, 713]
table-cell: 0 p.m. bbox=[1075, 720, 1095, 728]
paragraph: 2 Mile Scissor Handicap.—G. B. Brown and Miss Hooper, 3½ Triumph, 1st; F. T. Barrett and Mr Barnett, 3½ Triumph, 2nd. bbox=[966, 1402, 1096, 1435]
table-cell: 12 bbox=[1034, 696, 1043, 704]
heading-morris: SIR EDWARD MORRIS. bbox=[712, 446, 801, 456]
paragraph: The Hon. Geo. Fowlds (Minister of Education) asks the Press to make a special appeal to the "George's" in New Zealand to contribute to the "King George Fund," promoted to provide from the Georges of the Empire a token of their loyalty to the George who will soon be crowned. "The response to the notice inserted in the Press by His Excellency the Governor," states the Hon. Fowlds, "amounted up till a week or so ago to a little over £14. This amount looks too paltry to send Home from New Zealand, and would give altogether a false impression of the loyalty in this part of His Majesty's Dominions. The time for receiving contributions has been extended by fourteen days, and it has been arranged that the Bank of New Zealand will receive them at any of its branches and forward all amounts to Wellington. The time has been too short for any organised movement, so that the absence of New Zealand's part in the Empire presentation depends upon voluntary action of the Georges throughout the country." bbox=[828, 115, 957, 343]
paras bbox=[560, 1169, 685, 1209]
paras bbox=[426, 918, 551, 1457]
paragraph: In the home where there are young children Chamberlain's Cough Remedy is indispensable, as you will see by the following letter written by Mr Robt. Bowman, Havelock, N.Z.—"I have found Chamberlain's Cough Remedy to be a certain cure for croup, and the only medicine I could get to cure my children of whooping cough. It cured them of this disease when I had used all sorts and descriptions of other remedies." Sold by all chemists and storekeepers. bbox=[694, 1394, 819, 1500]
paras bbox=[694, 979, 819, 1031]
masthead-title: THE WAIRARAPA AGE. SATURDAY, JUNE 10, 1911. bbox=[378, 8, 738, 22]
heading-billiards: BILLIARDS. bbox=[726, 937, 787, 949]
heading-triumph-motor: TRIUMPH MOTOR CYCLES AGAIN VICTORIOUS. bbox=[979, 1294, 1083, 1313]
paragraph: The secretary presented a comprehensive report of the past year's work. bbox=[426, 1232, 551, 1258]
paragraph: Recovery from wasting and weakening diseases is hastened by use of PHOSPHOL. Phosphol begins with a P. bbox=[12, 1361, 141, 1394]
paragraph: A petition has been filed in bankruptcy, praying for the liquidation of the Wholesale Club, Ltd., and for a public investigation of the circumstances of the flotation of that concern. bbox=[828, 371, 957, 420]
paragraph: Sir Wilfrid Laurier viewed seriously any interference between the Home and Dominion Governments. The organisation at the Colonial Office had given ample satisfaction. bbox=[560, 1168, 685, 1210]
heading-laurier: SIR WILFRID LAURIER. bbox=[577, 1156, 668, 1166]
paragraph: Meetings of Native owners, under Part XVIII. of the Native Land Act, 1909, were held in Masterton yesterday, no less than 9 blocks being dealt with. One of these was the Motuwaireka No. 5 Block, situated on the East Coast, and containing 298 acres, for which Mr Andrew offered £4 per acre. The other blocks were the Waitaruna 1a No. 7 Block, containing 7772 acres, and the Waitutuma Block, containing 4800 acres. For the latter, which is situated at Cape Palliser, the Government offered £1 2s 6d and 3s 6d per acre respectively. The Natives refused each offer, and the meetings were adjourned until the next sitting of the Court. bbox=[150, 541, 279, 687]
columns bbox=[8, 31, 1160, 1625]
heading-meteorological: METEOROLOGICAL bbox=[992, 621, 1070, 631]
paragraph: A box plan for "Sweet Lavender," which is to be produced at the Masterton Town Hall on the 22nd inst., is now open at Miss Rive's. bbox=[12, 1206, 141, 1240]
paragraph: Sir Joseph Ward stated that there was some extraordinary misconception as to the nature of the proposal. The Dominions would still retain a supreme decision. He failed to see how dangers could arise if the Conference relegated important matters to a sub-committee. Obviously, there must be complex subjects which could be better dealt with by a Standing Committee. However well the Secretary of State discharged his duties, there were matters, from a Dominion standpoint, which it was unfair and improper to ask the Secretary to undertake. The questions were of vital importance. Questions arising from previous Conferences had remained unsettled, and they were likely to remain so, for want of machinery to thresh out the details. He instanced the questions of the double income tax, death duties, the Suez Canal. The distance from Home increased the difficulties of Australia and New Zealand attending subsidiary Conferences, compared with representatives from other Dominions. The idea prevailed that, if the proposal was carried, it would help the Imperial Council idea. He was satisfied that this would come when public opinion was ripe. bbox=[694, 173, 819, 441]
paragraph: One long continual headache.—"For several years I suffered from constipation of liver and stomach troubles," writes Miss N. Brear, "Naghma," Avenue Road, Mosman, N.S.W. "I was frequently bilious and unable to retain my food; headaches were so common that life was one one long continual headache. I consulted doctors and tried numerous medicines, which did me no good. I was induced to purchase a box of Laxo-Tonic Pills, and can also describe the change produced as simply wonderful. After taking three pills I was completely cured." Obtainable everywhere. Price 10½d and 1/6 bbox=[150, 1330, 279, 1468]
